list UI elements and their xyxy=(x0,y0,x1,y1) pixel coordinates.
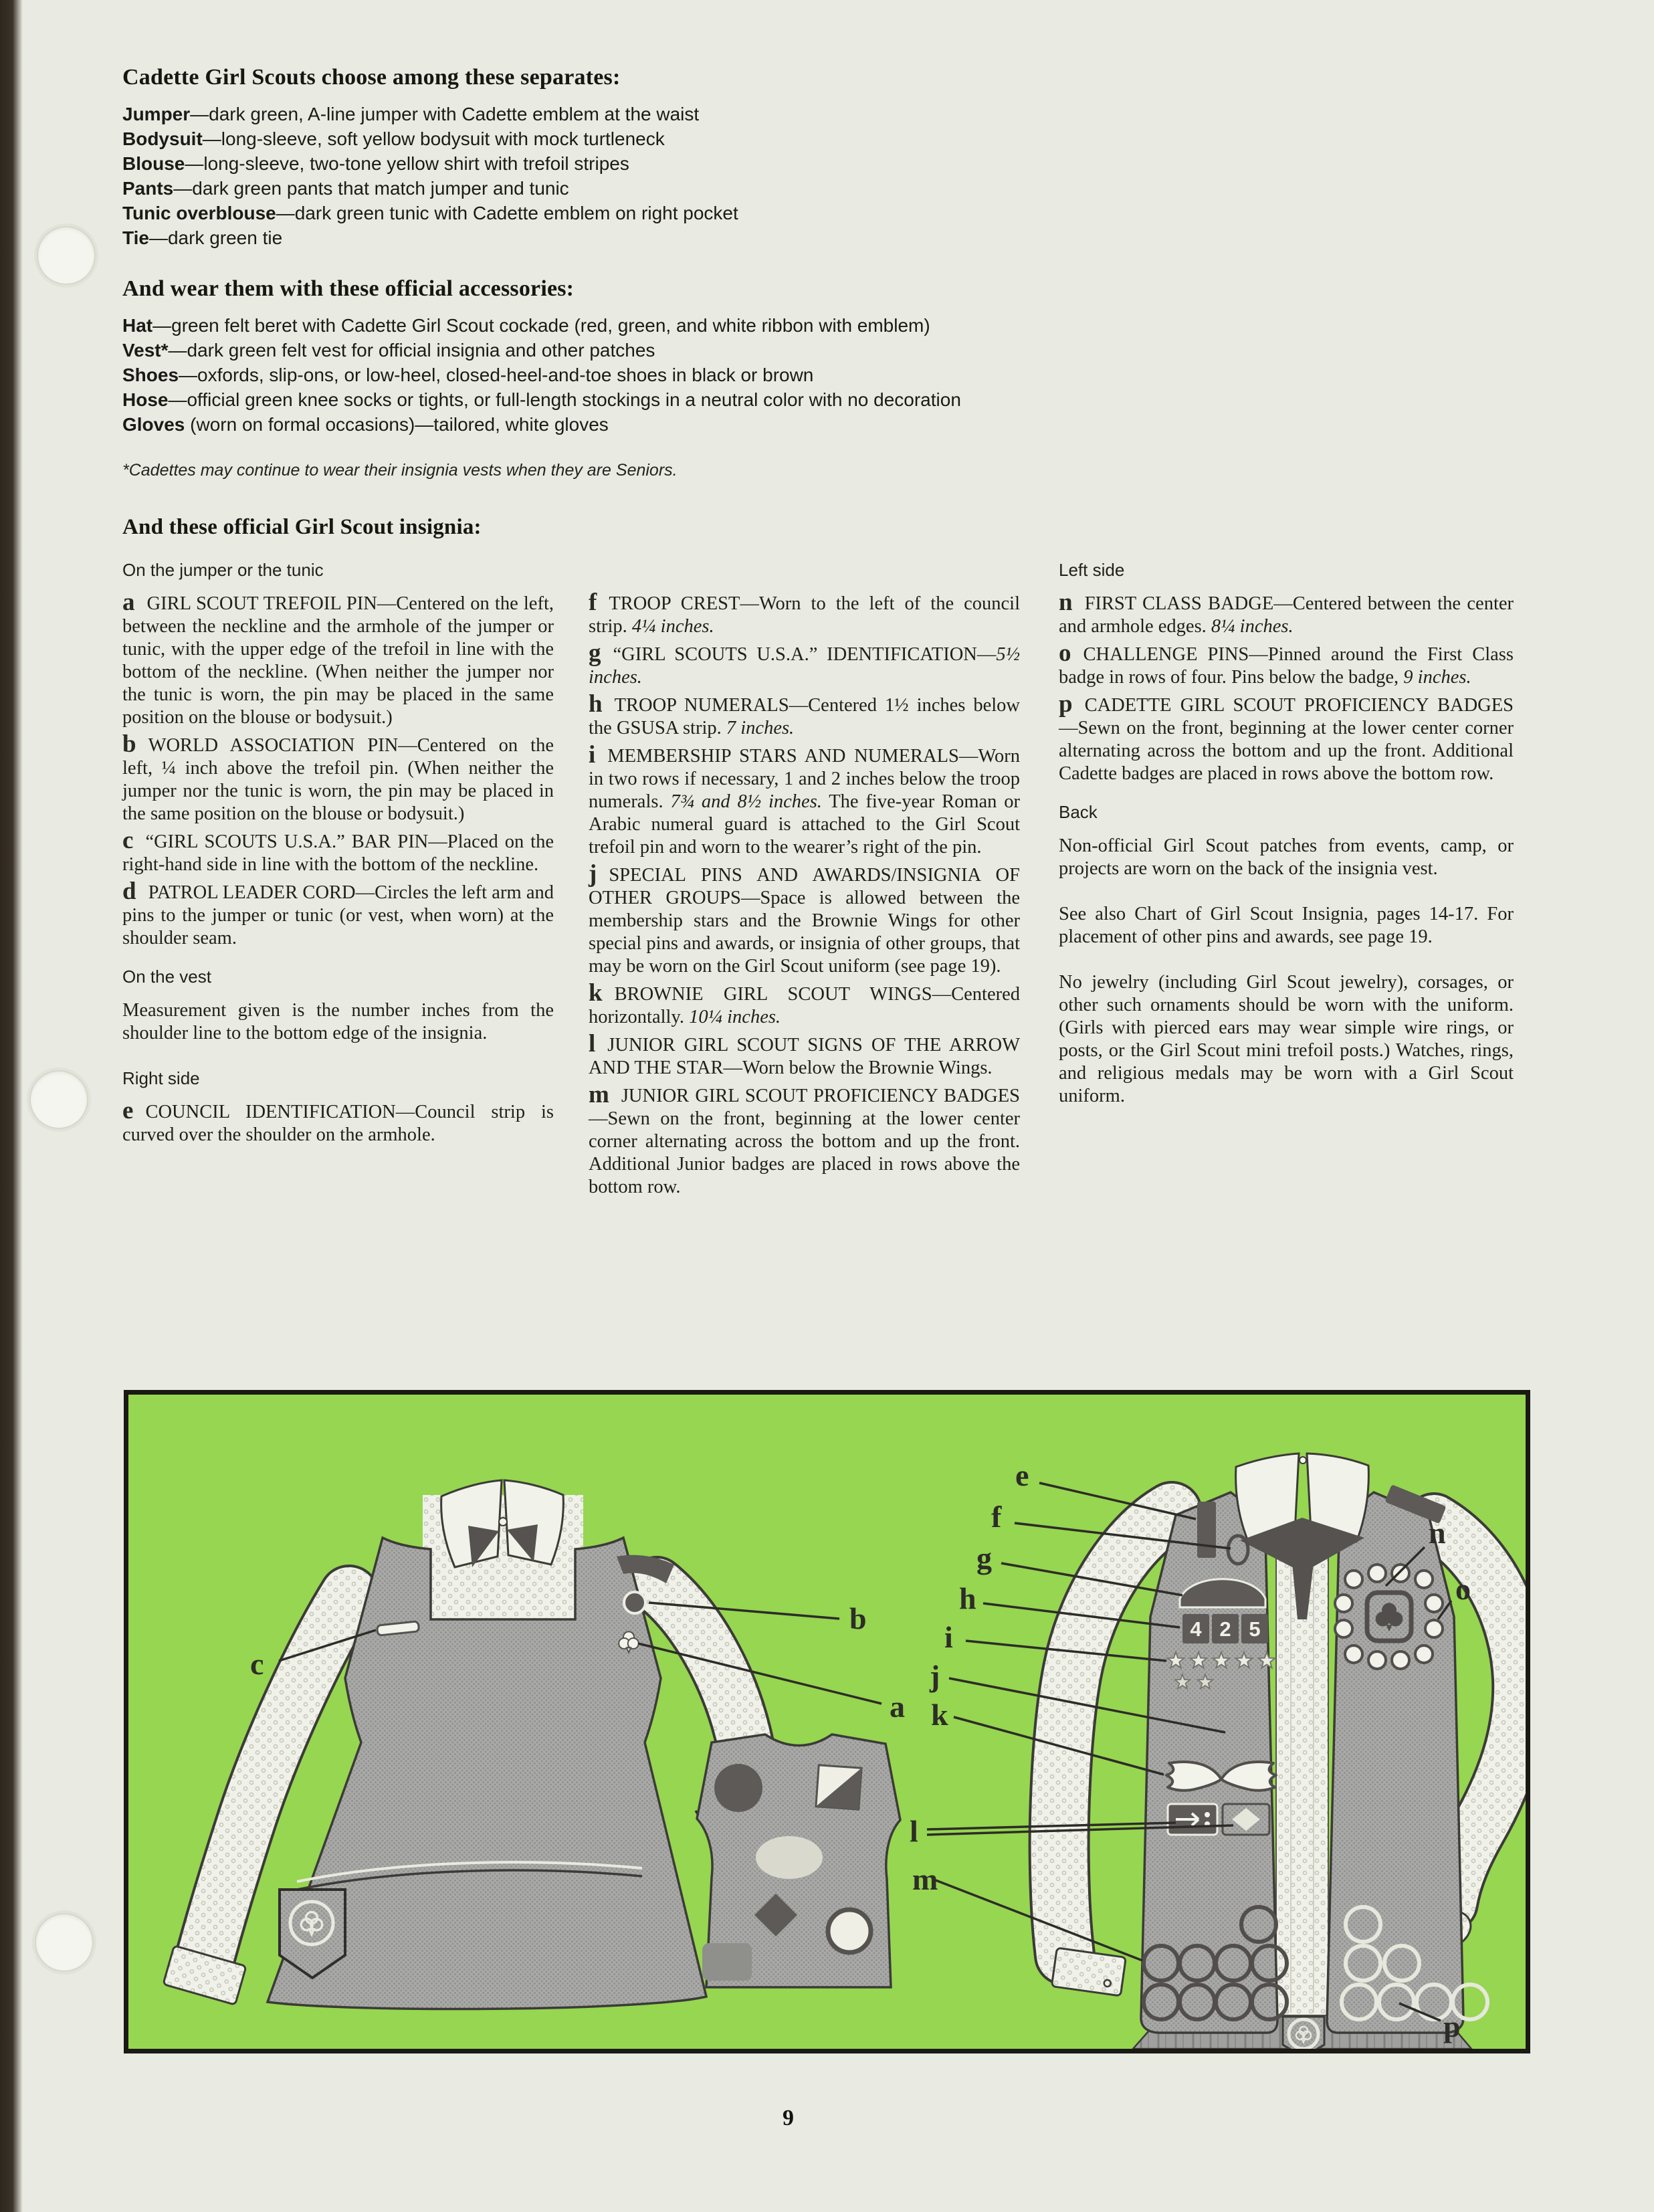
insignia-entry xyxy=(122,730,554,825)
list-desc: —dark green tunic with Cadette emblem on right pocket xyxy=(276,203,738,223)
page-number: 9 xyxy=(783,2106,794,2130)
entry-letter: e xyxy=(122,1097,134,1124)
insignia-vest-figure xyxy=(910,1453,1521,2049)
figure-label-b: b xyxy=(849,1601,867,1635)
insignia-columns xyxy=(122,559,1520,1204)
figure-label-n: n xyxy=(1429,1516,1446,1550)
entry-letter: m xyxy=(589,1081,609,1108)
insignia-entry xyxy=(122,589,554,729)
entry-letter: g xyxy=(589,639,601,667)
figure-label-l: l xyxy=(910,1814,918,1848)
list-term: Shoes xyxy=(122,365,179,385)
insignia-entry xyxy=(122,1097,554,1146)
entry-text: BROWNIE GIRL SCOUT WINGS—Centered horizontally. xyxy=(589,984,1020,1027)
entry-text: FIRST CLASS BADGE—Centered between the center and armhole edges. xyxy=(1059,593,1514,637)
council-strip-icon xyxy=(1197,1502,1216,1558)
column-subheading: Back xyxy=(1059,802,1098,822)
entry-letter: h xyxy=(589,690,603,718)
entry-text: 7¾ and 8½ inches. xyxy=(670,791,822,812)
column-subheading: On the vest xyxy=(122,967,211,987)
entry-text: 10¼ inches. xyxy=(689,1007,781,1027)
punch-hole xyxy=(37,226,96,285)
insignia-column-jumper xyxy=(122,559,554,1204)
list-desc: (worn on formal occasions)—tailored, white gloves xyxy=(185,414,609,435)
entry-text: The five-year Roman or Arabic numeral guard is attached to the Girl Scout trefoil pin and worn to the wearer’s right of the pin. xyxy=(589,791,1021,858)
list-item xyxy=(122,176,1193,201)
entry-text: 8¼ inches. xyxy=(1211,616,1294,637)
figure-label-k: k xyxy=(931,1698,948,1732)
back-patch-oval xyxy=(756,1836,823,1879)
entry-text: COUNCIL IDENTIFICATION—Council strip is curved over the shoulder on the armhole. xyxy=(122,1102,554,1145)
entry-text: “GIRL SCOUTS U.S.A.” IDENTIFICATION— xyxy=(613,644,997,665)
list-term: Blouse xyxy=(122,153,185,174)
column-subheading: Left side xyxy=(1059,560,1125,580)
entry-text: WORLD ASSOCIATION PIN—Centered on the left, ¼ inch above the trefoil pin. (When neither the jumper nor the tunic is worn, the pin may be placed in the same position on the blouse or bodysuit.) xyxy=(122,735,554,824)
insignia-entry xyxy=(122,827,554,876)
entry-letter: o xyxy=(1059,639,1071,667)
list-desc: —official green knee socks or tights, or full-length stockings in a neutral color with no decoration xyxy=(168,389,961,410)
column-paragraph: Measurement given is the number inches from the shoulder line to the bottom edge of the insignia. xyxy=(122,1000,554,1043)
entry-text: JUNIOR GIRL SCOUT SIGNS OF THE ARROW AND THE STAR—Worn below the Brownie Wings. xyxy=(589,1035,1020,1078)
troop-numerals xyxy=(1182,1614,1268,1643)
figure-label-h: h xyxy=(959,1581,976,1615)
scan-edge xyxy=(0,0,23,2212)
troop-numeral-digit: 5 xyxy=(1249,1617,1261,1641)
insignia-entry xyxy=(589,1081,1020,1199)
insignia-column-vest-left xyxy=(1059,559,1514,1204)
figure-label-m: m xyxy=(912,1862,938,1896)
insignia-entry xyxy=(1059,639,1514,689)
entry-letter: c xyxy=(122,827,134,854)
list-desc: —green felt beret with Cadette Girl Scout cockade (red, green, and white ribbon with emblem) xyxy=(152,315,930,336)
entry-letter: l xyxy=(589,1030,596,1058)
list-term: Jumper xyxy=(122,104,191,124)
insignia-entry xyxy=(589,690,1020,740)
entry-letter: a xyxy=(122,589,135,616)
troop-numeral-digit: 4 xyxy=(1190,1617,1202,1641)
separates-heading: Cadette Girl Scouts choose among these separates: xyxy=(122,65,621,90)
entry-text: 4¼ inches. xyxy=(631,616,714,637)
insignia-entry xyxy=(589,860,1020,978)
list-term: Hat xyxy=(122,315,153,336)
insignia-entry xyxy=(1059,589,1514,638)
insignia-heading: And these official Girl Scout insignia: xyxy=(122,515,482,539)
figure-label-a: a xyxy=(890,1690,905,1724)
figure-label-p: p xyxy=(1443,2009,1461,2043)
list-desc: —dark green tie xyxy=(148,227,283,248)
entry-letter: p xyxy=(1059,690,1073,718)
entry-text: TROOP CREST—Worn to the left of the council strip. xyxy=(589,593,1020,637)
insignia-column-vest-right xyxy=(589,559,1020,1204)
list-term: Tie xyxy=(122,227,149,248)
entry-text: MEMBERSHIP STARS AND NUMERALS—Worn in two rows if necessary, 1 and 2 inches below the troop numerals. xyxy=(589,746,1020,812)
separates-list xyxy=(122,102,1193,250)
figure-label-c: c xyxy=(250,1647,264,1681)
entry-text: “GIRL SCOUTS U.S.A.” BAR PIN—Placed on the right-hand side in line with the bottom of the neckline. xyxy=(122,831,554,875)
entry-text: TROOP NUMERALS—Centered 1½ inches below the GSUSA strip. xyxy=(589,695,1020,738)
figure-label-i: i xyxy=(944,1620,953,1654)
vest-back-figure xyxy=(697,1734,900,1987)
list-item xyxy=(122,338,1193,363)
footnote: *Cadettes may continue to wear their insignia vests when they are Seniors. xyxy=(122,461,678,480)
entry-text: GIRL SCOUT TREFOIL PIN—Centered on the left, between the neckline and the armhole of the jumper or tunic, with the upper edge of the trefoil in line with the bottom of the neckline. (When neither the jumper nor the tunic is worn, the pin may be placed in the same position on the blouse or bodysuit.) xyxy=(122,593,554,728)
back-patch-ring xyxy=(828,1910,871,1952)
column-paragraph: See also Chart of Girl Scout Insignia, pages 14-17. For placement of other pins and awards, see page 19. xyxy=(1059,904,1514,947)
world-association-pin-icon xyxy=(624,1592,645,1613)
figure-label-e: e xyxy=(1015,1458,1029,1492)
uniform-illustration xyxy=(128,1395,1526,2049)
entry-letter: b xyxy=(122,730,136,758)
figure-label-f: f xyxy=(991,1500,1002,1534)
list-term: Vest* xyxy=(122,340,169,361)
entry-text: 9 inches. xyxy=(1403,667,1471,688)
entry-text: PATROL LEADER CORD—Circles the left arm and pins to the jumper or tunic (or vest, when worn) at the shoulder seam. xyxy=(122,882,554,948)
list-item xyxy=(122,102,1193,126)
column-subheading: Right side xyxy=(122,1068,200,1088)
punch-hole xyxy=(35,1913,94,1972)
entry-text: CHALLENGE PINS—Pinned around the First Class badge in rows of four. Pins below the badge, xyxy=(1059,644,1514,688)
insignia-entry xyxy=(122,878,554,950)
entry-text: 5½ inches. xyxy=(589,644,1020,688)
entry-text: SPECIAL PINS AND AWARDS/INSIGNIA OF OTHER GROUPS—Space is allowed between the membership stars and the Brownie Wings for other special pins and awards, or insignia of other groups, that may be worn on the Girl Scout uniform (see page 19). xyxy=(589,865,1020,977)
list-desc: —dark green felt vest for official insignia and other patches xyxy=(168,340,655,361)
figure-label-g: g xyxy=(976,1541,992,1575)
list-desc: —long-sleeve, soft yellow bodysuit with mock turtleneck xyxy=(202,128,665,149)
insignia-entry xyxy=(1059,690,1514,785)
entry-text: 7 inches. xyxy=(726,718,795,738)
accessories-heading: And wear them with these official accessories: xyxy=(122,276,575,301)
list-item xyxy=(122,151,1193,176)
list-term: Bodysuit xyxy=(122,128,203,149)
entry-letter: d xyxy=(122,878,136,905)
insignia-entry xyxy=(589,979,1020,1029)
list-item xyxy=(122,225,1193,250)
punch-hole xyxy=(29,1070,88,1129)
entry-letter: n xyxy=(1059,589,1073,616)
entry-letter: j xyxy=(589,860,597,888)
figure-label-j: j xyxy=(930,1659,940,1693)
entry-letter: i xyxy=(589,741,596,769)
list-term: Gloves xyxy=(122,414,185,435)
figure-label-o: o xyxy=(1455,1572,1471,1606)
list-item xyxy=(122,313,1193,338)
column-paragraph: No jewelry (including Girl Scout jewelry), corsages, or other such ornaments should be worn with the uniform. (Girls with pierced ears may wear simple wire rings, or posts, or the Girl Scout mini trefoil posts.) Watches, rings, and religious medals may be worn with a Girl Scout uniform. xyxy=(1059,972,1514,1106)
skirt-emblem xyxy=(1283,2017,1324,2049)
list-desc: —long-sleeve, two-tone yellow shirt with trefoil stripes xyxy=(185,153,629,174)
list-item xyxy=(122,363,1193,387)
entry-letter: f xyxy=(589,589,597,616)
back-patch-circle xyxy=(714,1764,762,1812)
list-desc: —oxfords, slip-ons, or low-heel, closed-heel-and-toe shoes in black or brown xyxy=(179,365,814,385)
list-term: Pants xyxy=(122,178,174,199)
list-item xyxy=(122,126,1193,151)
column-paragraph: Non-official Girl Scout patches from events, camp, or projects are worn on the back of the insignia vest. xyxy=(1059,835,1514,879)
insignia-entry xyxy=(589,1030,1020,1080)
list-term: Hose xyxy=(122,389,169,410)
accessories-list xyxy=(122,313,1193,437)
back-patch-square xyxy=(816,1765,861,1809)
entry-text: JUNIOR GIRL SCOUT PROFICIENCY BADGES—Sewn on the front, beginning at the lower center corner alternating across the bottom and up the front. Additional Junior badges are placed in rows above the bottom row. xyxy=(589,1086,1020,1197)
list-desc: —dark green pants that match jumper and tunic xyxy=(173,178,569,199)
insignia-entry xyxy=(589,639,1020,689)
insignia-entry xyxy=(589,589,1020,638)
list-item xyxy=(122,412,1193,437)
list-item xyxy=(122,387,1193,412)
entry-text: CADETTE GIRL SCOUT PROFICIENCY BADGES—Sewn on the front, beginning at the lower center corner alternating across the bottom and up the front. Additional Cadette badges are placed in rows above the bottom row. xyxy=(1059,695,1514,784)
insignia-entry xyxy=(589,741,1021,859)
back-patch-rect xyxy=(702,1943,752,1981)
entry-letter: k xyxy=(589,979,603,1007)
uniform-diagram-panel xyxy=(124,1390,1530,2053)
list-term: Tunic overblouse xyxy=(122,203,276,223)
list-desc: —dark green, A-line jumper with Cadette emblem at the waist xyxy=(190,104,700,124)
troop-numeral-digit: 2 xyxy=(1219,1617,1231,1641)
list-item xyxy=(122,201,1193,225)
column-subheading: On the jumper or the tunic xyxy=(122,560,324,580)
